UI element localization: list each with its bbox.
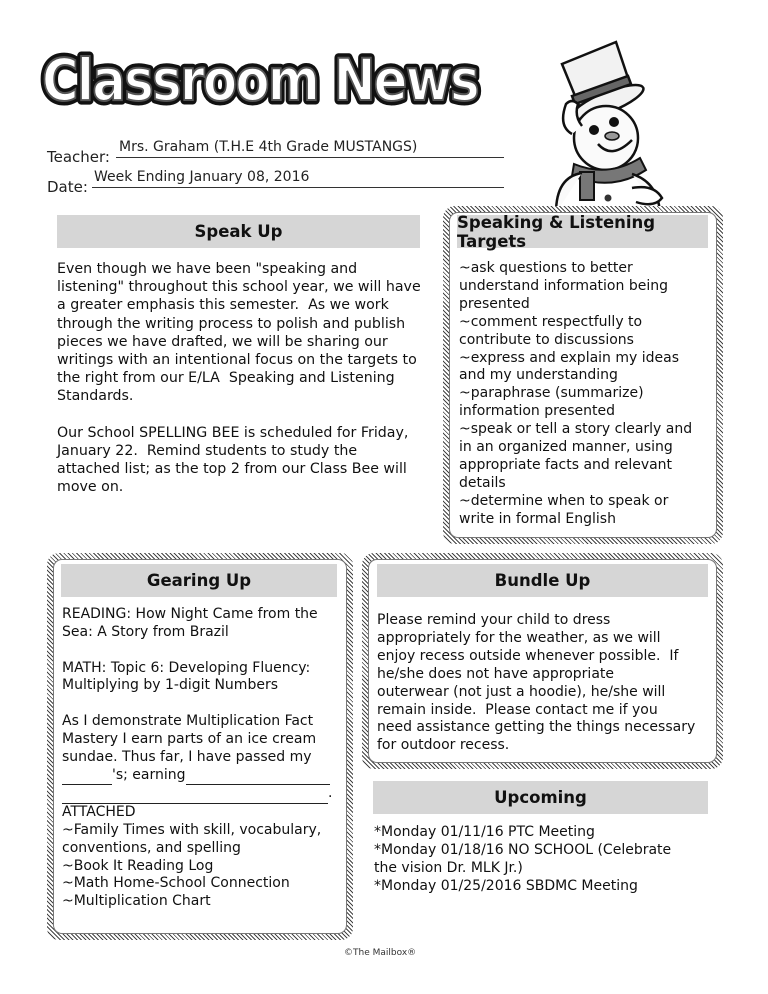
text-line: ~speak or tell a story clearly and bbox=[459, 421, 693, 438]
date-label: Date: bbox=[47, 178, 88, 196]
text-line: the right from our E/LA Speaking and Listening bbox=[57, 370, 395, 387]
text-line: in an organized manner, using bbox=[459, 439, 673, 456]
text-line: *Monday 01/25/2016 SBDMC Meeting bbox=[374, 877, 638, 894]
classroom-news-title bbox=[36, 36, 486, 118]
text-line: Sea: A Story from Brazil bbox=[62, 623, 229, 640]
text-fragment: 's; earning bbox=[112, 766, 186, 783]
upcoming-list bbox=[374, 824, 714, 896]
text-line: for outdoor recess. bbox=[377, 737, 510, 754]
snowman-clipart bbox=[528, 38, 668, 213]
gearing-up-body bbox=[62, 606, 344, 911]
teacher-underline bbox=[116, 157, 504, 158]
date-underline bbox=[92, 187, 504, 188]
text-line: enjoy recess outside whenever possible. If bbox=[377, 647, 679, 664]
mastery-blank-line-2 bbox=[62, 785, 344, 804]
text-line: appropriately for the weather, as we will bbox=[377, 629, 661, 646]
text-line: ~Book It Reading Log bbox=[62, 857, 214, 874]
mastery-blank-line bbox=[62, 767, 344, 786]
speak-up-paragraph-2 bbox=[57, 424, 427, 497]
math-info bbox=[62, 660, 344, 696]
text-line: ~paraphrase (summarize) bbox=[459, 385, 644, 402]
text-line: *Monday 01/18/16 NO SCHOOL (Celebrate bbox=[374, 841, 672, 858]
text-fragment: . bbox=[328, 785, 333, 802]
text-line: appropriate facts and relevant bbox=[459, 456, 673, 473]
text-line: a greater emphasis this semester. As we work bbox=[57, 297, 389, 314]
text-line: sundae. Thus far, I have passed my bbox=[62, 748, 312, 765]
text-line: Even though we have been "speaking and bbox=[57, 261, 358, 277]
text-line: MATH: Topic 6: Developing Fluency: bbox=[62, 659, 311, 676]
teacher-label: Teacher: bbox=[47, 148, 110, 166]
text-line: move on. bbox=[57, 479, 124, 496]
text-line: Standards. bbox=[57, 388, 134, 405]
text-line: information presented bbox=[459, 403, 615, 420]
text-line: the vision Dr. MLK Jr.) bbox=[374, 859, 523, 876]
text-line: READING: How Night Came from the bbox=[62, 606, 318, 622]
teacher-value: Mrs. Graham (T.H.E 4th Grade MUSTANGS) bbox=[119, 139, 418, 155]
text-line: As I demonstrate Multiplication Fact bbox=[62, 713, 314, 730]
text-line: pieces we have drafted, we will be sharing our bbox=[57, 333, 388, 350]
targets-list bbox=[459, 260, 715, 529]
text-line: listening" throughout this school year, we will have bbox=[57, 279, 421, 296]
text-line: Mastery I earn parts of an ice cream bbox=[62, 730, 317, 747]
text-line: ~Math Home-School Connection bbox=[62, 875, 290, 892]
text-line: remain inside. Please contact me if you bbox=[377, 701, 658, 718]
attached-list bbox=[62, 804, 344, 911]
title-text: Classroom News bbox=[42, 46, 478, 114]
text-line: ~comment respectfully to bbox=[459, 313, 643, 330]
targets-heading: Speaking & Listening Targets bbox=[457, 215, 708, 248]
earning-blank[interactable] bbox=[186, 767, 330, 786]
text-line: presented bbox=[459, 295, 530, 312]
text-line: writings with an intentional focus on the targets to bbox=[57, 352, 417, 369]
text-line: ATTACHED bbox=[62, 804, 136, 821]
text-line: write in formal English bbox=[459, 510, 616, 527]
text-line: through the writing process to polish and publish bbox=[57, 315, 406, 332]
text-line: contribute to discussions bbox=[459, 331, 634, 348]
title-outline: Classroom News bbox=[42, 46, 478, 114]
date-value: Week Ending January 08, 2016 bbox=[94, 169, 310, 185]
text-line: attached list; as the top 2 from our Class Bee will bbox=[57, 461, 407, 478]
text-line: Our School SPELLING BEE is scheduled for Friday, bbox=[57, 424, 409, 441]
full-line-blank[interactable] bbox=[62, 785, 328, 804]
speak-up-body bbox=[57, 260, 427, 514]
mastery-info bbox=[62, 713, 344, 804]
text-line: ~Multiplication Chart bbox=[62, 893, 211, 910]
gearing-up-heading: Gearing Up bbox=[61, 564, 337, 597]
text-line: he/she does not have appropriate bbox=[377, 665, 615, 682]
text-line: need assistance getting the things necessary bbox=[377, 719, 696, 736]
text-line: ~express and explain my ideas bbox=[459, 349, 680, 366]
fact-blank[interactable] bbox=[62, 767, 112, 786]
text-line: ~determine when to speak or bbox=[459, 492, 669, 509]
text-line: *Monday 01/11/16 PTC Meeting bbox=[374, 824, 595, 840]
speak-up-heading: Speak Up bbox=[57, 215, 420, 248]
speak-up-paragraph-1 bbox=[57, 260, 427, 406]
text-line: Multiplying by 1-digit Numbers bbox=[62, 677, 278, 694]
text-line: Please remind your child to dress bbox=[377, 612, 611, 628]
text-line: outerwear (not just a hoodie), he/she will bbox=[377, 683, 666, 700]
text-line: January 22. Remind students to study the bbox=[57, 442, 358, 459]
text-line: details bbox=[459, 474, 506, 491]
text-line: understand information being bbox=[459, 277, 668, 294]
upcoming-heading: Upcoming bbox=[373, 781, 708, 814]
bundle-up-body bbox=[377, 612, 713, 755]
bundle-up-heading: Bundle Up bbox=[377, 564, 708, 597]
text-line: ~ask questions to better bbox=[459, 260, 633, 276]
reading-info bbox=[62, 606, 344, 642]
copyright-footer: ©The Mailbox® bbox=[344, 948, 417, 958]
text-line: ~Family Times with skill, vocabulary, bbox=[62, 821, 322, 838]
text-line: conventions, and spelling bbox=[62, 839, 241, 856]
text-line: and my understanding bbox=[459, 367, 618, 384]
